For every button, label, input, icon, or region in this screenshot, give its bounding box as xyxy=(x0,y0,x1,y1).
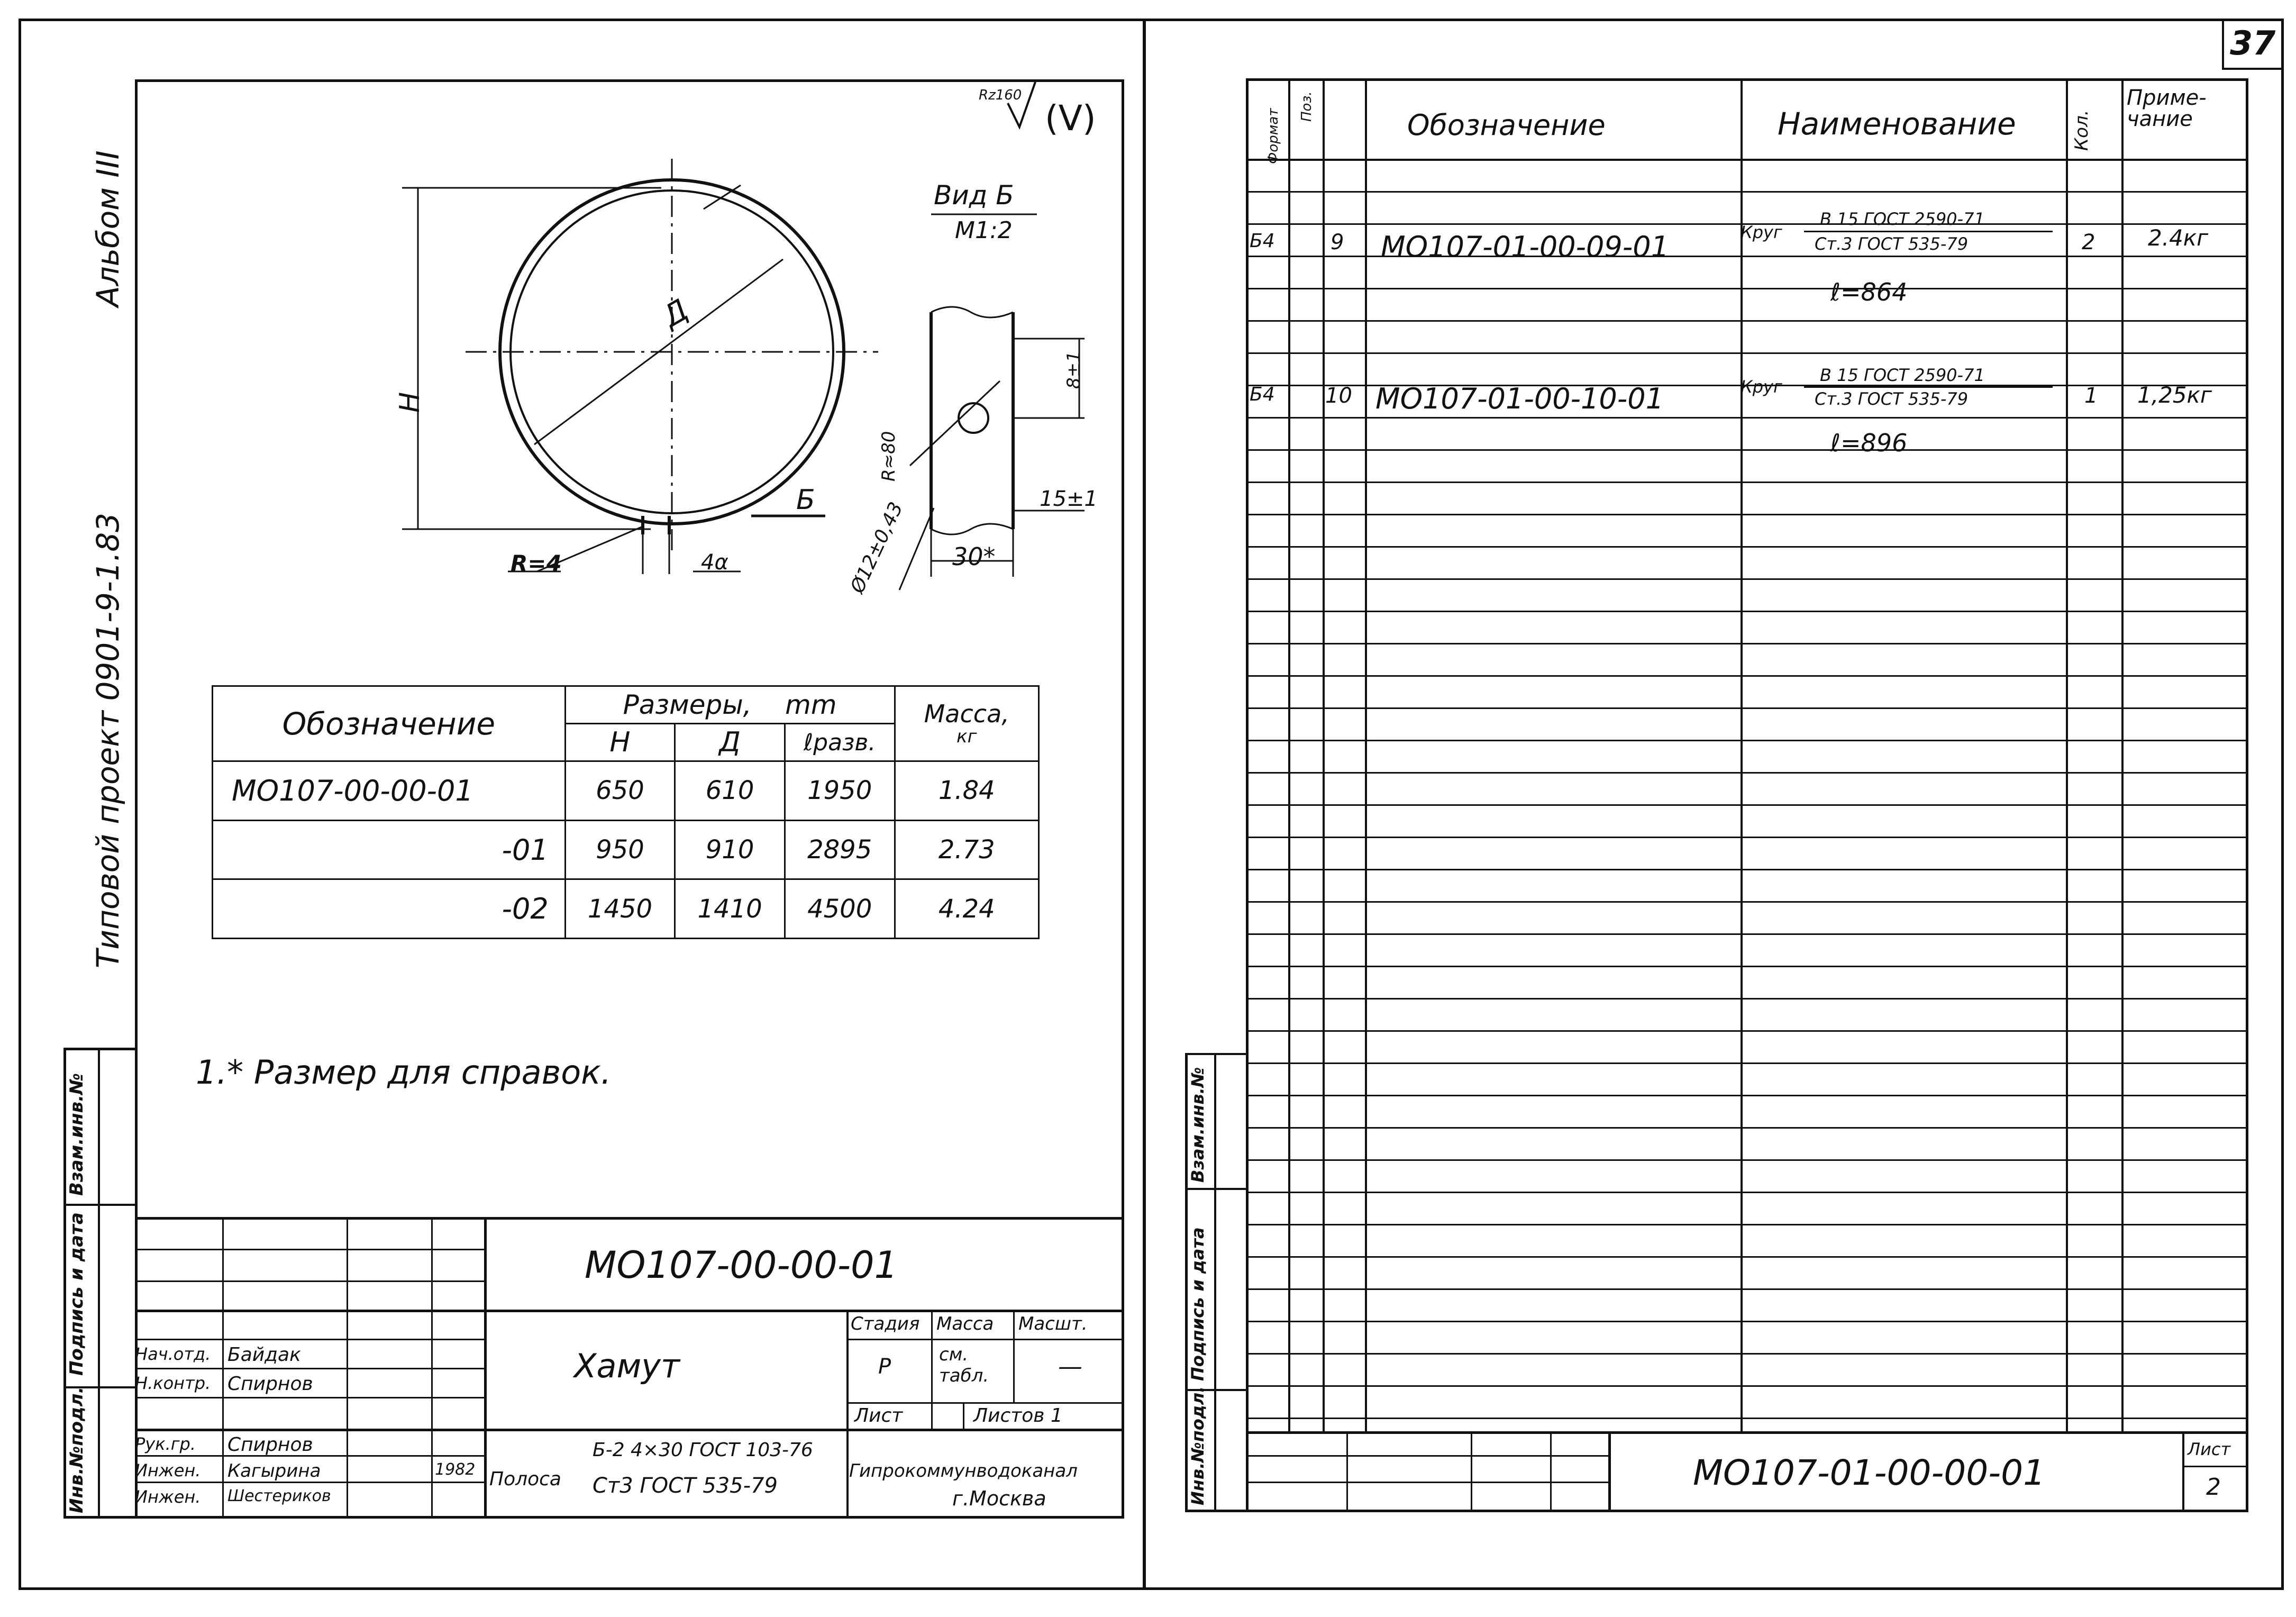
item-length: ℓ=896 xyxy=(1830,429,1908,457)
spec-row-line xyxy=(1246,675,2248,677)
sub-L: ℓразв. xyxy=(785,724,895,761)
side-stamp-inv-replace: Взам.инв.№ xyxy=(66,1073,87,1196)
spec-row-line xyxy=(1246,1256,2248,1258)
spec-row-line xyxy=(1246,1159,2248,1161)
item-name-prefix: Круг xyxy=(1741,222,1782,242)
r-side-stamp-sign-date: Подпись и дата xyxy=(1188,1227,1208,1381)
tb-role: Н.контр. xyxy=(135,1373,211,1393)
spec-row-line xyxy=(1246,482,2248,483)
r-side-stamp-inv-orig: Инв.№подл. xyxy=(1188,1386,1208,1505)
spec-col-line xyxy=(1323,79,1325,1431)
row-H: 650 xyxy=(565,761,675,821)
spec-row-line xyxy=(1246,1030,2248,1032)
spec-col-qty: Кол. xyxy=(2071,110,2092,151)
tb-sheet-hdr: Лист xyxy=(854,1405,903,1427)
tb-role: Нач.отд. xyxy=(135,1344,211,1364)
spec-row-line xyxy=(1246,1385,2248,1387)
spec-row-line xyxy=(1246,1095,2248,1096)
spec-col-line xyxy=(2121,79,2124,1431)
item-pos: 10 xyxy=(1325,384,1352,408)
item-designation: МО107-01-00-09-01 xyxy=(1381,230,1669,264)
tb-role: Рук.гр. xyxy=(135,1434,196,1454)
row-L: 1950 xyxy=(785,761,895,821)
tb-role: Инжен. xyxy=(135,1487,201,1507)
item-name-prefix: Круг xyxy=(1741,377,1782,397)
tb-person: Спирнов xyxy=(227,1434,313,1456)
spec-col-line xyxy=(1741,79,1743,1431)
row-mass: 4.24 xyxy=(895,879,1039,939)
dim-4a: 4α xyxy=(701,550,728,575)
item-spec-top: В 15 ГОСТ 2590-71 xyxy=(1820,365,1985,385)
spec-row-line xyxy=(1246,901,2248,903)
spec-col-line xyxy=(1365,79,1367,1431)
size-table xyxy=(212,685,1040,939)
spec-col-format: Формат xyxy=(1265,108,1281,164)
item-spec-bottom: Ст.3 ГОСТ 535-79 xyxy=(1815,234,1969,254)
spec-row-line xyxy=(1246,288,2248,289)
item-spec-bottom: Ст.3 ГОСТ 535-79 xyxy=(1815,389,1969,409)
item-note: 1,25кг xyxy=(2137,382,2212,408)
row-D: 910 xyxy=(675,820,785,879)
spec-row-line xyxy=(1246,1353,2248,1355)
spec-row-line xyxy=(1246,707,2248,709)
tb-stage-hdr: Стадия xyxy=(851,1313,920,1334)
spec-row-line xyxy=(1246,191,2248,193)
spec-header-line xyxy=(1246,159,2248,161)
tb-mass: см. табл. xyxy=(939,1344,989,1386)
spec-row-line xyxy=(1246,1418,2248,1419)
spec-row-line xyxy=(1246,966,2248,967)
spec-row-line xyxy=(1246,804,2248,806)
item-note: 2.4кг xyxy=(2148,225,2209,251)
section-b: Б xyxy=(796,484,815,516)
tb-material-spec1: Б-2 4×30 ГОСТ 103-76 xyxy=(593,1439,813,1461)
spec-row-line xyxy=(1246,1288,2248,1290)
dim-hole: Ø12±0,43 xyxy=(846,498,908,597)
item-designation: МО107-01-00-10-01 xyxy=(1375,382,1664,415)
item-spec-top: В 15 ГОСТ 2590-71 xyxy=(1820,209,1985,229)
tb-scale-hdr: Масшт. xyxy=(1018,1313,1088,1334)
item-length: ℓ=864 xyxy=(1830,278,1908,306)
spec-row-line xyxy=(1246,320,2248,322)
spec-col-designation: Обозначение xyxy=(1407,108,1606,142)
side-stamp-sign-date: Подпись и дата xyxy=(66,1212,87,1376)
tb-year: 1982 xyxy=(435,1460,476,1479)
tb-top xyxy=(135,1217,1124,1220)
tb-person: Байдак xyxy=(227,1344,301,1366)
item-qty: 2 xyxy=(2082,230,2095,255)
spec-col-note: Приме-чание xyxy=(2127,86,2207,131)
spec-row-line xyxy=(1246,869,2248,870)
col-designation: Обозначение xyxy=(213,686,566,761)
spec-frame-bottom xyxy=(1185,1510,2248,1512)
note: 1.* Размер для справок. xyxy=(196,1053,612,1092)
spec-row-line xyxy=(1246,772,2248,774)
spec-col-line xyxy=(2066,79,2068,1431)
spec-row-line xyxy=(1246,1224,2248,1225)
spec-row-line xyxy=(1246,740,2248,741)
spec-col-name: Наименование xyxy=(1778,106,2016,142)
spec-row-line xyxy=(1246,1127,2248,1129)
tb-stage: Р xyxy=(878,1355,891,1379)
row-mass: 1.84 xyxy=(895,761,1039,821)
footer-sheet-hdr: Лист xyxy=(2188,1439,2231,1459)
spec-row-line xyxy=(1246,1192,2248,1193)
row-H: 950 xyxy=(565,820,675,879)
spec-row-line xyxy=(1246,546,2248,548)
item-qty: 1 xyxy=(2084,384,2098,408)
col-mass-label: Масса, xyxy=(924,699,1009,728)
dim-D: Д xyxy=(657,293,695,334)
row-designation: МО107-00-00-01 xyxy=(213,761,566,821)
spec-row-line xyxy=(1246,837,2248,838)
tb-sheets-hdr: Листов 1 xyxy=(973,1405,1063,1427)
row-designation: -01 xyxy=(213,820,566,879)
row-mass: 2.73 xyxy=(895,820,1039,879)
table-row xyxy=(213,761,1039,821)
row-designation: -02 xyxy=(213,879,566,939)
album-label: Альбом III xyxy=(90,150,126,307)
row-H: 1450 xyxy=(565,879,675,939)
tb-scale: — xyxy=(1058,1352,1082,1380)
col-sizes xyxy=(565,686,895,724)
tb-material-name: Полоса xyxy=(489,1468,561,1490)
row-L: 4500 xyxy=(785,879,895,939)
view-b-scale: М1:2 xyxy=(955,217,1013,244)
tb-mass-hdr: Масса xyxy=(936,1313,994,1334)
tb-role: Инжен. xyxy=(135,1460,201,1480)
spec-row-line xyxy=(1246,643,2248,644)
spec-frame-right xyxy=(2246,78,2248,1512)
surface-roughness-rest: (V) xyxy=(1045,98,1096,139)
spec-row-line xyxy=(1246,611,2248,612)
row-D: 610 xyxy=(675,761,785,821)
tb-person: Кагырина xyxy=(227,1460,321,1482)
dim-width: 30* xyxy=(952,542,996,571)
dim-r80: R≈80 xyxy=(878,431,899,482)
spec-col-pos: Поз. xyxy=(1299,91,1315,122)
item-pos: 9 xyxy=(1331,230,1344,255)
page-number: 37 xyxy=(2230,24,2276,62)
col-sizes-units: mm xyxy=(785,689,837,721)
side-stamp-inv-orig: Инв.№подл. xyxy=(66,1386,87,1513)
spec-row-line xyxy=(1246,1062,2248,1064)
spec-row-line xyxy=(1246,352,2248,354)
tb-person: Спирнов xyxy=(227,1373,313,1395)
r-side-stamp-inv-replace: Взам.инв.№ xyxy=(1188,1067,1208,1183)
col-mass-unit: кг xyxy=(956,726,977,748)
spec-row-line xyxy=(1246,449,2248,451)
dim-R4: R=4 xyxy=(511,550,562,576)
dim-H: H xyxy=(394,392,426,413)
spec-row-line xyxy=(1246,578,2248,580)
spec-col-line xyxy=(1288,79,1290,1431)
item-format: Б4 xyxy=(1250,230,1275,252)
tb-person: Шестериков xyxy=(227,1487,331,1505)
col-sizes-label: Размеры, xyxy=(623,689,752,721)
spec-row-line xyxy=(1246,933,2248,935)
dim-15: 15±1 xyxy=(1040,487,1098,511)
col-mass xyxy=(895,686,1039,761)
table-row xyxy=(213,879,1039,939)
tb-material-spec2: Ст3 ГОСТ 535-79 xyxy=(593,1474,778,1498)
item-format: Б4 xyxy=(1250,384,1275,405)
tb-doc-code: МО107-00-00-01 xyxy=(585,1243,898,1287)
spec-frame-top xyxy=(1246,78,2248,81)
footer-doc-code: МО107-01-00-00-01 xyxy=(1693,1452,2046,1493)
tb-title: Хамут xyxy=(574,1347,680,1385)
footer-sheet: 2 xyxy=(2206,1474,2221,1501)
tb-org-line1: Гипрокоммунводоканал xyxy=(849,1460,1078,1482)
spec-frame-left xyxy=(1246,78,1249,1512)
spec-row-line xyxy=(1246,417,2248,419)
tb-org-line2: г.Москва xyxy=(952,1487,1046,1510)
dim-8: 8±1 xyxy=(1063,351,1085,389)
row-L: 2895 xyxy=(785,820,895,879)
spec-row-line xyxy=(1246,514,2248,515)
row-D: 1410 xyxy=(675,879,785,939)
spec-row-line xyxy=(1246,998,2248,1000)
view-b-label: Вид Б xyxy=(934,180,1014,211)
spec-row-line xyxy=(1246,1321,2248,1322)
sub-D: Д xyxy=(675,724,785,761)
table-row xyxy=(213,820,1039,879)
sub-H: H xyxy=(565,724,675,761)
surface-roughness: Rz160 xyxy=(979,87,1022,103)
project-label: Типовой проект 0901-9-1.83 xyxy=(90,513,126,968)
